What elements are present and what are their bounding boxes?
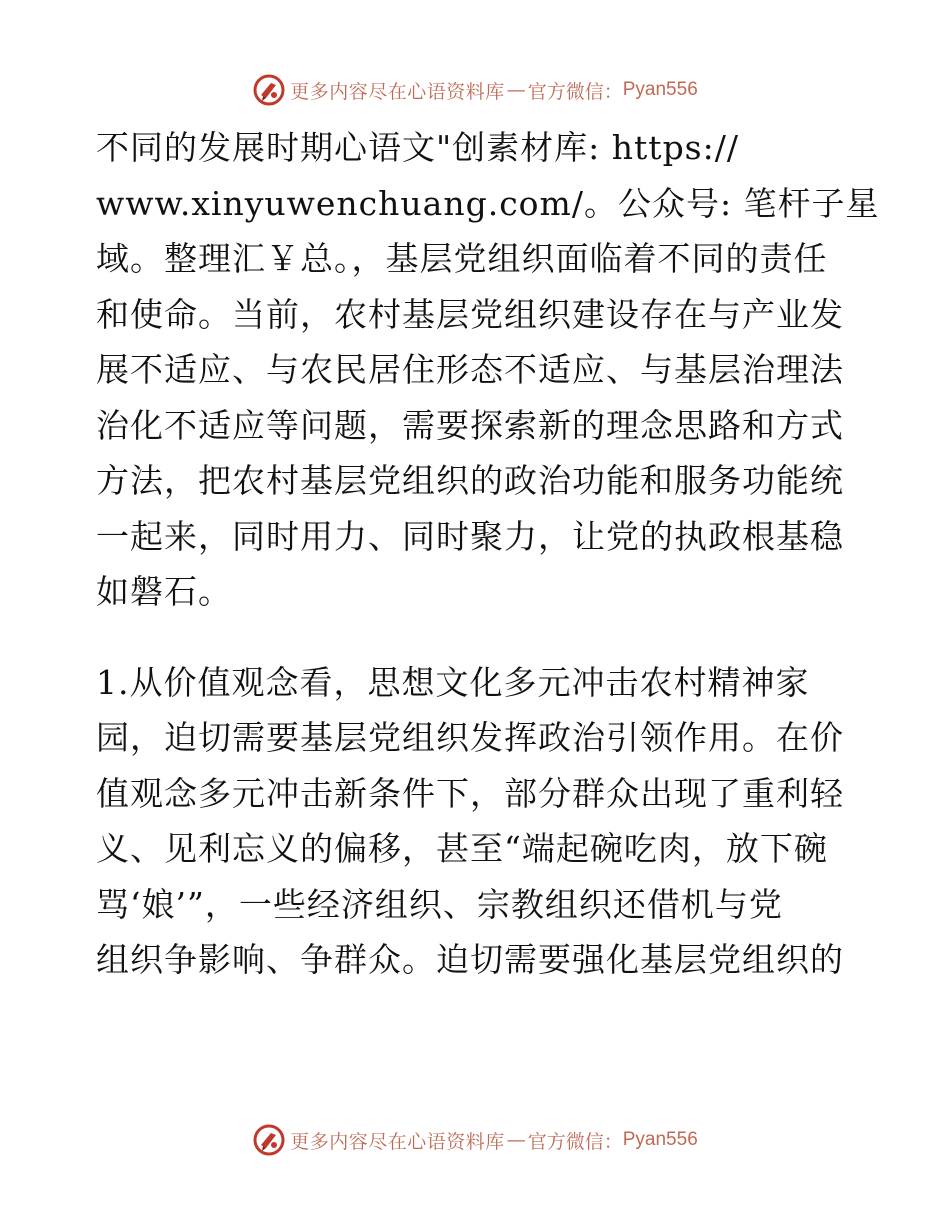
red-seal-logo-icon <box>252 1123 286 1157</box>
red-seal-logo-icon <box>252 73 286 107</box>
paragraph-2 <box>96 655 856 988</box>
banner-title: 更多内容尽在心语资料库 <box>290 1130 505 1153</box>
banner-separator: — <box>506 79 526 101</box>
text-line: 和使命。当前，农村基层党组织建设存在与产业发 <box>96 294 844 334</box>
banner-wechat-id: Pyan556 <box>622 79 698 100</box>
text-line: 展不适应、与农民居住形态不适应、与基层治理法 <box>96 350 844 389</box>
footer-banner <box>0 1120 950 1160</box>
text-line: 不同的发展时期心语文"创素材库: https:// <box>96 128 739 167</box>
banner-wechat-id: Pyan556 <box>622 1129 698 1150</box>
header-banner <box>0 70 950 110</box>
banner-wechat-label: 官方微信： <box>527 1130 623 1153</box>
text-line: 值观念多元冲击新条件下，部分群众出现了重利轻 <box>96 773 844 813</box>
text-line: 骂‘娘’”，一些经济组织、宗教组织还借机与党 <box>96 884 783 924</box>
text-line: 域。整理汇￥总。，基层党组织面临着不同的责任 <box>96 239 828 278</box>
banner-separator: — <box>506 1129 526 1151</box>
text-line: 方法，把农村基层党组织的政治功能和服务功能统 <box>96 461 844 500</box>
text-line: 1.从价值观念看，思想文化多元冲击农村精神家 <box>96 662 810 702</box>
text-line: 如磐石。 <box>96 572 232 611</box>
document-body <box>96 120 880 988</box>
text-line: 组织争影响、争群众。迫切需要强化基层党组织的 <box>96 940 844 979</box>
text-line: www.xinyuwenchuang.com/。公众号: 笔杆子星 <box>96 183 880 223</box>
text-line: 一起来，同时用力、同时聚力，让党的执政根基稳 <box>96 516 844 556</box>
banner-title: 更多内容尽在心语资料库 <box>290 80 505 103</box>
text-line: 义、见利忘义的偏移，甚至“端起碗吃肉，放下碗 <box>96 829 828 868</box>
paragraph-1 <box>96 120 880 620</box>
text-line: 园，迫切需要基层党组织发挥政治引领作用。在价 <box>96 718 844 757</box>
text-line: 治化不适应等问题，需要探索新的理念思路和方式 <box>96 405 844 445</box>
banner-wechat-label: 官方微信： <box>527 80 623 103</box>
